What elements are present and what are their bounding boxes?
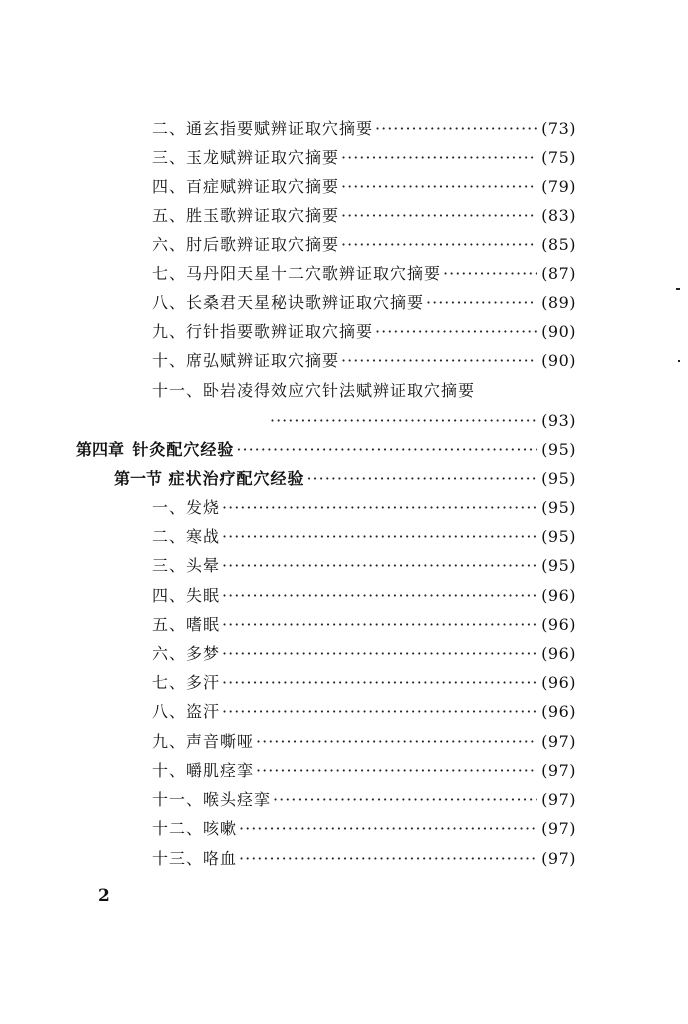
toc-entry-page: (75) — [541, 148, 576, 167]
toc-entry-page: (89) — [541, 293, 576, 312]
toc-entry[interactable] — [152, 263, 576, 285]
toc-entry-title: 四、百症赋辨证取穴摘要 — [152, 177, 340, 196]
dot-leader — [256, 760, 537, 782]
toc-entry[interactable] — [152, 292, 576, 314]
toc-item-title: 九、声音嘶哑 — [152, 732, 255, 751]
toc-entry-title: 十、席弘赋辨证取穴摘要 — [152, 351, 340, 370]
toc-item-page: (95) — [541, 556, 576, 575]
toc-item-page: (96) — [541, 644, 576, 663]
dot-leader — [341, 234, 537, 256]
dot-leader — [222, 643, 537, 665]
toc-entry-page: (90) — [541, 351, 576, 370]
toc-item-title: 三、头晕 — [152, 556, 221, 575]
toc-item-page: (97) — [541, 790, 576, 809]
toc-entry-page: (87) — [541, 264, 576, 283]
toc-item[interactable] — [152, 731, 576, 753]
toc-item[interactable] — [152, 497, 576, 519]
toc-item-title: 二、寒战 — [152, 527, 221, 546]
toc-item-page: (95) — [541, 498, 576, 517]
toc-chapter[interactable] — [76, 439, 576, 461]
toc-item[interactable] — [152, 555, 576, 577]
toc-entry-continuation — [270, 410, 576, 432]
toc-item-title: 十、嚼肌痉挛 — [152, 761, 255, 780]
toc-entry-title: 三、玉龙赋辨证取穴摘要 — [152, 148, 340, 167]
dot-leader — [341, 176, 537, 198]
toc-entry-page: (73) — [541, 119, 576, 138]
toc-item[interactable] — [152, 760, 576, 782]
dot-leader — [222, 555, 537, 577]
toc-item-page: (97) — [541, 732, 576, 751]
toc-entry[interactable] — [152, 205, 576, 227]
dot-leader — [426, 292, 537, 314]
chapter-page: (95) — [541, 440, 576, 459]
dot-leader — [239, 848, 537, 870]
toc-item[interactable] — [152, 643, 576, 665]
section-title: 症状治疗配穴经验 — [168, 469, 305, 488]
toc-item-title: 六、多梦 — [152, 644, 221, 663]
toc-item-title: 十一、喉头痉挛 — [152, 790, 272, 809]
toc-item[interactable] — [152, 672, 576, 694]
toc-item[interactable] — [152, 614, 576, 636]
toc-entry-title: 九、行针指要歌辨证取穴摘要 — [152, 322, 374, 341]
chapter-label: 第四章 — [76, 440, 125, 459]
toc-entry-multiline[interactable] — [152, 380, 576, 402]
toc-entry-page: (93) — [541, 411, 576, 430]
page-number: 2 — [98, 886, 110, 906]
toc-entry[interactable] — [152, 118, 576, 140]
dot-leader — [341, 147, 537, 169]
toc-item-title: 十三、咯血 — [152, 849, 238, 868]
toc-entry-title: 六、肘后歌辨证取穴摘要 — [152, 235, 340, 254]
toc-entry-title: 七、马丹阳天星十二穴歌辨证取穴摘要 — [152, 264, 442, 283]
toc-entry-title: 十一、卧岩凌得效应穴针法赋辨证取穴摘要 — [152, 381, 476, 400]
dot-leader — [273, 789, 537, 811]
dot-leader — [341, 205, 537, 227]
toc-item[interactable] — [152, 526, 576, 548]
dot-leader — [341, 350, 537, 372]
toc-item-page: (95) — [541, 527, 576, 546]
scan-speck — [678, 360, 680, 362]
toc-entry[interactable] — [152, 321, 576, 343]
toc-item[interactable] — [152, 789, 576, 811]
section-label: 第一节 — [114, 469, 163, 488]
dot-leader — [256, 731, 537, 753]
toc-item-title: 一、发烧 — [152, 498, 221, 517]
toc-entry[interactable] — [152, 350, 576, 372]
toc-item-title: 七、多汗 — [152, 673, 221, 692]
toc-entry[interactable] — [152, 147, 576, 169]
toc-item[interactable] — [152, 701, 576, 723]
dot-leader — [222, 526, 537, 548]
toc-item-page: (97) — [541, 761, 576, 780]
toc-item[interactable] — [152, 818, 576, 840]
toc-item-page: (97) — [541, 819, 576, 838]
dot-leader — [375, 118, 537, 140]
dot-leader — [222, 672, 537, 694]
toc-item-page: (96) — [541, 673, 576, 692]
toc-entry-page: (83) — [541, 206, 576, 225]
toc-section[interactable] — [114, 468, 576, 490]
dot-leader — [306, 468, 537, 490]
toc-entry-title: 二、通玄指要赋辨证取穴摘要 — [152, 119, 374, 138]
toc-item-title: 八、盗汗 — [152, 702, 221, 721]
toc-item[interactable] — [152, 585, 576, 607]
dot-leader — [222, 497, 537, 519]
dot-leader — [239, 818, 537, 840]
toc-item-page: (97) — [541, 849, 576, 868]
dot-leader — [222, 614, 537, 636]
toc-entry-page: (90) — [541, 322, 576, 341]
toc-item-page: (96) — [541, 702, 576, 721]
dot-leader — [443, 263, 537, 285]
toc-item-page: (96) — [541, 615, 576, 634]
section-page: (95) — [541, 469, 576, 488]
dot-leader — [270, 410, 537, 432]
toc-entry-page: (85) — [541, 235, 576, 254]
toc-entry-title: 八、长桑君天星秘诀歌辨证取穴摘要 — [152, 293, 425, 312]
toc-entry[interactable] — [152, 234, 576, 256]
toc-entry[interactable] — [152, 176, 576, 198]
scan-speck — [676, 288, 680, 290]
toc-item-title: 十二、咳嗽 — [152, 819, 238, 838]
toc-item[interactable] — [152, 848, 576, 870]
dot-leader — [236, 439, 537, 461]
toc-item-title: 五、嗜眠 — [152, 615, 221, 634]
toc-item-page: (96) — [541, 586, 576, 605]
dot-leader — [375, 321, 537, 343]
toc-entry-page: (79) — [541, 177, 576, 196]
dot-leader — [222, 701, 537, 723]
chapter-title: 针灸配穴经验 — [132, 440, 235, 459]
dot-leader — [222, 585, 537, 607]
toc-entry-title: 五、胜玉歌辨证取穴摘要 — [152, 206, 340, 225]
toc-item-title: 四、失眠 — [152, 586, 221, 605]
